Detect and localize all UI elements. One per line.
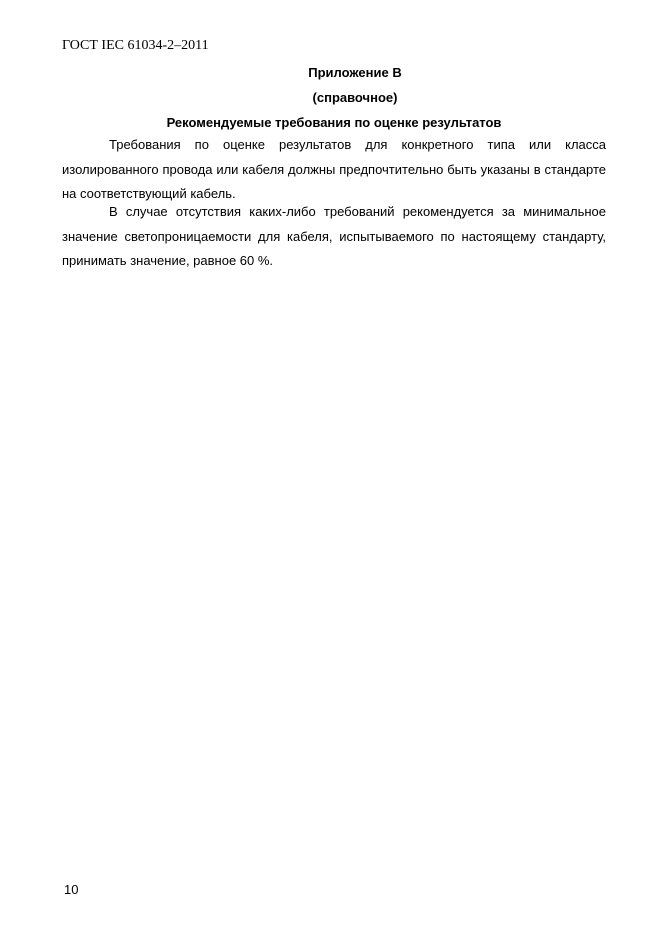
page-number: 10	[64, 882, 79, 897]
appendix-title: Приложение В	[308, 65, 402, 80]
appendix-heading: Рекомендуемые требования по оценке результатов	[166, 115, 502, 130]
paragraph-minimum-transmittance: В случае отсутствия каких-либо требований рекомендуется за минимальное значение светопроницаемости для кабеля, испытываемого по настоящему стандарту, принимать значение, равное 60 %.	[62, 204, 606, 268]
paragraph-evaluation-requirements: Требования по оценке результатов для конкретного типа или класса изолированного провода или кабеля должны предпочтительно быть указаны в стандарте на соответствующий кабель.	[62, 137, 606, 201]
appendix-status: (справочное)	[312, 90, 398, 105]
document-header-standard-code: ГОСТ IEC 61034-2–2011	[62, 38, 209, 53]
